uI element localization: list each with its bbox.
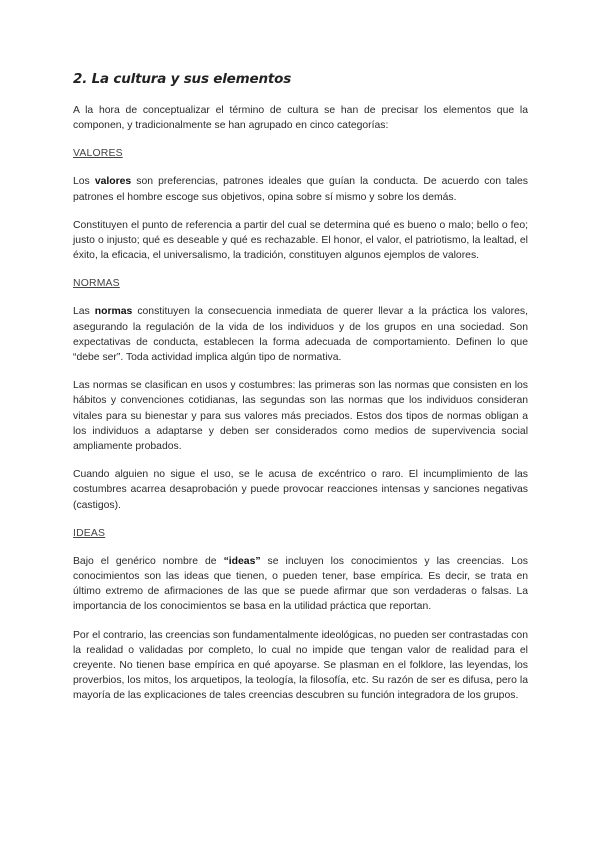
- valores-paragraph-2: Constituyen el punto de referencia a partir del cual se determina qué es bueno o malo; bello o feo; justo o injusto; qué es deseable y qué es rechazable. El honor, el valor, el patriotismo, la lealtad, el éxito, la eficacia, el universalismo, la tradición, constituyen algunos ejemplos de valores.: [73, 219, 528, 262]
- section-title-normas: NORMAS: [73, 278, 120, 290]
- section-title-valores: VALORES: [73, 148, 123, 160]
- intro-paragraph: A la hora de conceptualizar el término de cultura se han de precisar los elementos que la componen, y tradicionalmente se han agrupado en cinco categorías:: [73, 105, 528, 132]
- ideas-paragraph-1: [73, 554, 528, 615]
- valores-p1-pre: Los: [73, 176, 95, 188]
- valores-p1-post: son preferencias, patrones ideales que guían la conducta. De acuerdo con tales patrones el hombre escoge sus objetivos, opina sobre sí mismo y sobre los demás.: [73, 176, 529, 203]
- valores-paragraph-1: [73, 174, 528, 204]
- section-title-ideas: IDEAS: [73, 527, 106, 539]
- normas-p1-pre: Las: [73, 306, 95, 318]
- normas-paragraph-2: Las normas se clasifican en usos y costumbres: las primeras son las normas que consisten en los hábitos y convenciones cotidianas, las segundas son las normas que los individuos consideran vitales para su bienestar y para sus valores más preciados. Estos dos tipos de normas obligan a los individuos a adaptarse y deben ser considerados como medios de supervivencia social ampliamente probados.: [73, 380, 528, 453]
- page-title: 2. La cultura y sus elementos: [73, 71, 292, 87]
- document-content: [73, 71, 528, 717]
- normas-paragraph-1: [73, 304, 528, 365]
- normas-term: normas: [94, 306, 133, 318]
- normas-paragraph-3: Cuando alguien no sigue el uso, se le acusa de excéntrico o raro. El incumplimiento de las costumbres acarrea desaprobación y puede provocar reacciones intensas y sanciones negativas (castigos).: [73, 469, 528, 511]
- ideas-term: “ideas”: [223, 555, 261, 567]
- ideas-p1-post: se incluyen los conocimientos y las creencias. Los conocimientos son las ideas que tienen, o pueden tener, base empírica. Es decir, se trata en último extremo de afirmaciones de las que se puede afirmar que son verdaderas o falsas. La importancia de los conocimientos se basa en la utilidad práctica que reportan.: [73, 555, 528, 613]
- ideas-paragraph-2: Por el contrario, las creencias son fundamentalmente ideológicas, no pueden ser contrastadas con la realidad o validadas por completo, lo cual no impide que tengan valor de realidad para el creyente. No tienen base empírica en qué apoyarse. Se plasman en el folklore, las leyendas, los proverbios, los mitos, los arquetipos, la teología, la filosofía, etc. Su razón de ser es difusa, pero la mayoría de las explicaciones de tales creencias descubren su función integradora de los grupos.: [73, 629, 528, 702]
- normas-p1-post: constituyen la consecuencia inmediata de querer llevar a la práctica los valores, asegurando la regulación de la vida de los individuos y de los grupos en una sociedad. Son expectativas de conducta, establecen la forma adecuada de comportamiento. Definen lo que “debe ser”. Toda actividad implica algún tipo de normativa.: [73, 306, 528, 364]
- ideas-p1-pre: Bajo el genérico nombre de: [73, 555, 224, 567]
- valores-term: valores: [94, 176, 132, 188]
